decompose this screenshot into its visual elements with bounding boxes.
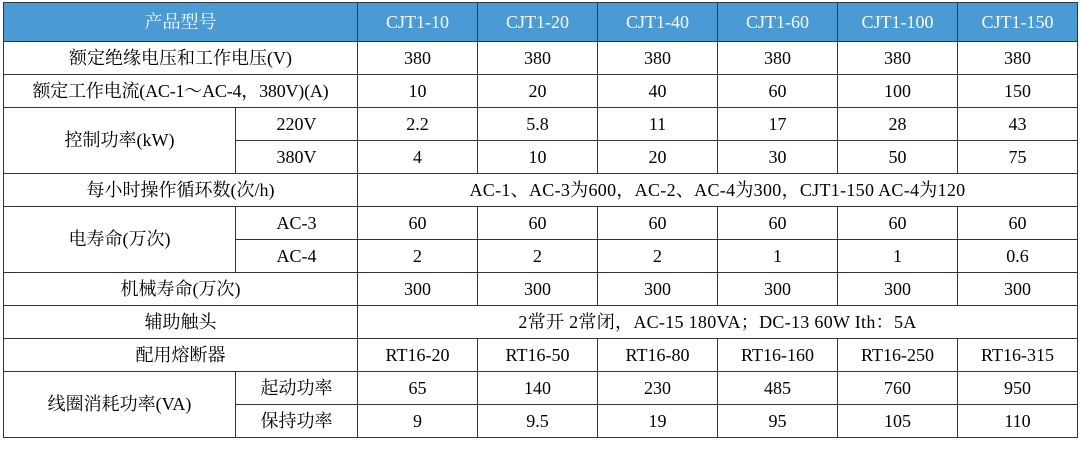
cell-value: 11 — [598, 108, 718, 141]
cell-value: 380 — [598, 42, 718, 75]
cell-value: 230 — [598, 372, 718, 405]
sub-label-starting-power: 起动功率 — [236, 372, 358, 405]
header-model-5: CJT1-100 — [838, 3, 958, 42]
cell-value: 60 — [718, 207, 838, 240]
row-label-rated-working-current: 额定工作电流(AC-1～AC-4，380V)(A) — [4, 75, 358, 108]
table-header-row — [4, 3, 1078, 42]
cell-value: 1 — [838, 240, 958, 273]
cell-value: 30 — [718, 141, 838, 174]
cell-value: 2 — [478, 240, 598, 273]
row-label-electrical-life: 电寿命(万次) — [4, 207, 236, 273]
cell-value: 760 — [838, 372, 958, 405]
table-row — [4, 207, 1078, 240]
cell-value: 17 — [718, 108, 838, 141]
cell-value: 485 — [718, 372, 838, 405]
cell-value: 95 — [718, 405, 838, 438]
cell-operating-cycles-note: AC-1、AC-3为600，AC-2、AC-4为300，CJT1-150 AC-4为120 — [358, 174, 1078, 207]
header-model-4: CJT1-60 — [718, 3, 838, 42]
row-label-auxiliary-contacts: 辅助触头 — [4, 306, 358, 339]
cell-value: 110 — [958, 405, 1078, 438]
cell-value: 19 — [598, 405, 718, 438]
row-label-fuse: 配用熔断器 — [4, 339, 358, 372]
cell-value: 10 — [358, 75, 478, 108]
table-row — [4, 75, 1078, 108]
cell-value: 100 — [838, 75, 958, 108]
cell-value: 380 — [838, 42, 958, 75]
sub-label-ac3: AC-3 — [236, 207, 358, 240]
cell-value: 140 — [478, 372, 598, 405]
cell-value: 43 — [958, 108, 1078, 141]
cell-value: 380 — [478, 42, 598, 75]
table-row — [4, 174, 1078, 207]
header-product-model: 产品型号 — [4, 3, 358, 42]
cell-value: 60 — [478, 207, 598, 240]
sub-label-ac4: AC-4 — [236, 240, 358, 273]
header-model-2: CJT1-20 — [478, 3, 598, 42]
cell-value: 60 — [598, 207, 718, 240]
cell-value: RT16-315 — [958, 339, 1078, 372]
cell-auxiliary-contacts-note: 2常开 2常闭，AC-15 180VA；DC-13 60W Ith：5A — [358, 306, 1078, 339]
row-label-operating-cycles-per-hour: 每小时操作循环数(次/h) — [4, 174, 358, 207]
cell-value: 5.8 — [478, 108, 598, 141]
table-row — [4, 339, 1078, 372]
cell-value: 300 — [958, 273, 1078, 306]
cell-value: 2.2 — [358, 108, 478, 141]
cell-value: 300 — [358, 273, 478, 306]
table-row — [4, 306, 1078, 339]
cell-value: RT16-160 — [718, 339, 838, 372]
cell-value: 380 — [358, 42, 478, 75]
cell-value: 380 — [718, 42, 838, 75]
row-label-mechanical-life: 机械寿命(万次) — [4, 273, 358, 306]
cell-value: 60 — [958, 207, 1078, 240]
cell-value: 50 — [838, 141, 958, 174]
cell-value: 4 — [358, 141, 478, 174]
cell-value: 60 — [838, 207, 958, 240]
cell-value: 150 — [958, 75, 1078, 108]
cell-value: 105 — [838, 405, 958, 438]
cell-value: 9 — [358, 405, 478, 438]
row-label-coil-consumption: 线圈消耗功率(VA) — [4, 372, 236, 438]
row-label-rated-insulation-voltage: 额定绝缘电压和工作电压(V) — [4, 42, 358, 75]
cell-value: 300 — [718, 273, 838, 306]
table-row — [4, 108, 1078, 141]
header-model-3: CJT1-40 — [598, 3, 718, 42]
cell-value: 65 — [358, 372, 478, 405]
cell-value: 75 — [958, 141, 1078, 174]
row-label-control-power: 控制功率(kW) — [4, 108, 236, 174]
cell-value: 300 — [478, 273, 598, 306]
sub-label-holding-power: 保持功率 — [236, 405, 358, 438]
cell-value: 380 — [958, 42, 1078, 75]
table-row — [4, 372, 1078, 405]
cell-value: 10 — [478, 141, 598, 174]
specification-table — [3, 2, 1078, 438]
cell-value: 20 — [598, 141, 718, 174]
cell-value: 0.6 — [958, 240, 1078, 273]
cell-value: 9.5 — [478, 405, 598, 438]
cell-value: RT16-250 — [838, 339, 958, 372]
table-row — [4, 42, 1078, 75]
cell-value: RT16-50 — [478, 339, 598, 372]
cell-value: 28 — [838, 108, 958, 141]
cell-value: 60 — [358, 207, 478, 240]
cell-value: 300 — [838, 273, 958, 306]
cell-value: 20 — [478, 75, 598, 108]
cell-value: 2 — [358, 240, 478, 273]
cell-value: 1 — [718, 240, 838, 273]
sub-label-220v: 220V — [236, 108, 358, 141]
cell-value: 40 — [598, 75, 718, 108]
header-model-1: CJT1-10 — [358, 3, 478, 42]
cell-value: 60 — [718, 75, 838, 108]
table-row — [4, 273, 1078, 306]
header-model-6: CJT1-150 — [958, 3, 1078, 42]
cell-value: RT16-80 — [598, 339, 718, 372]
cell-value: RT16-20 — [358, 339, 478, 372]
sub-label-380v: 380V — [236, 141, 358, 174]
cell-value: 300 — [598, 273, 718, 306]
cell-value: 2 — [598, 240, 718, 273]
cell-value: 950 — [958, 372, 1078, 405]
